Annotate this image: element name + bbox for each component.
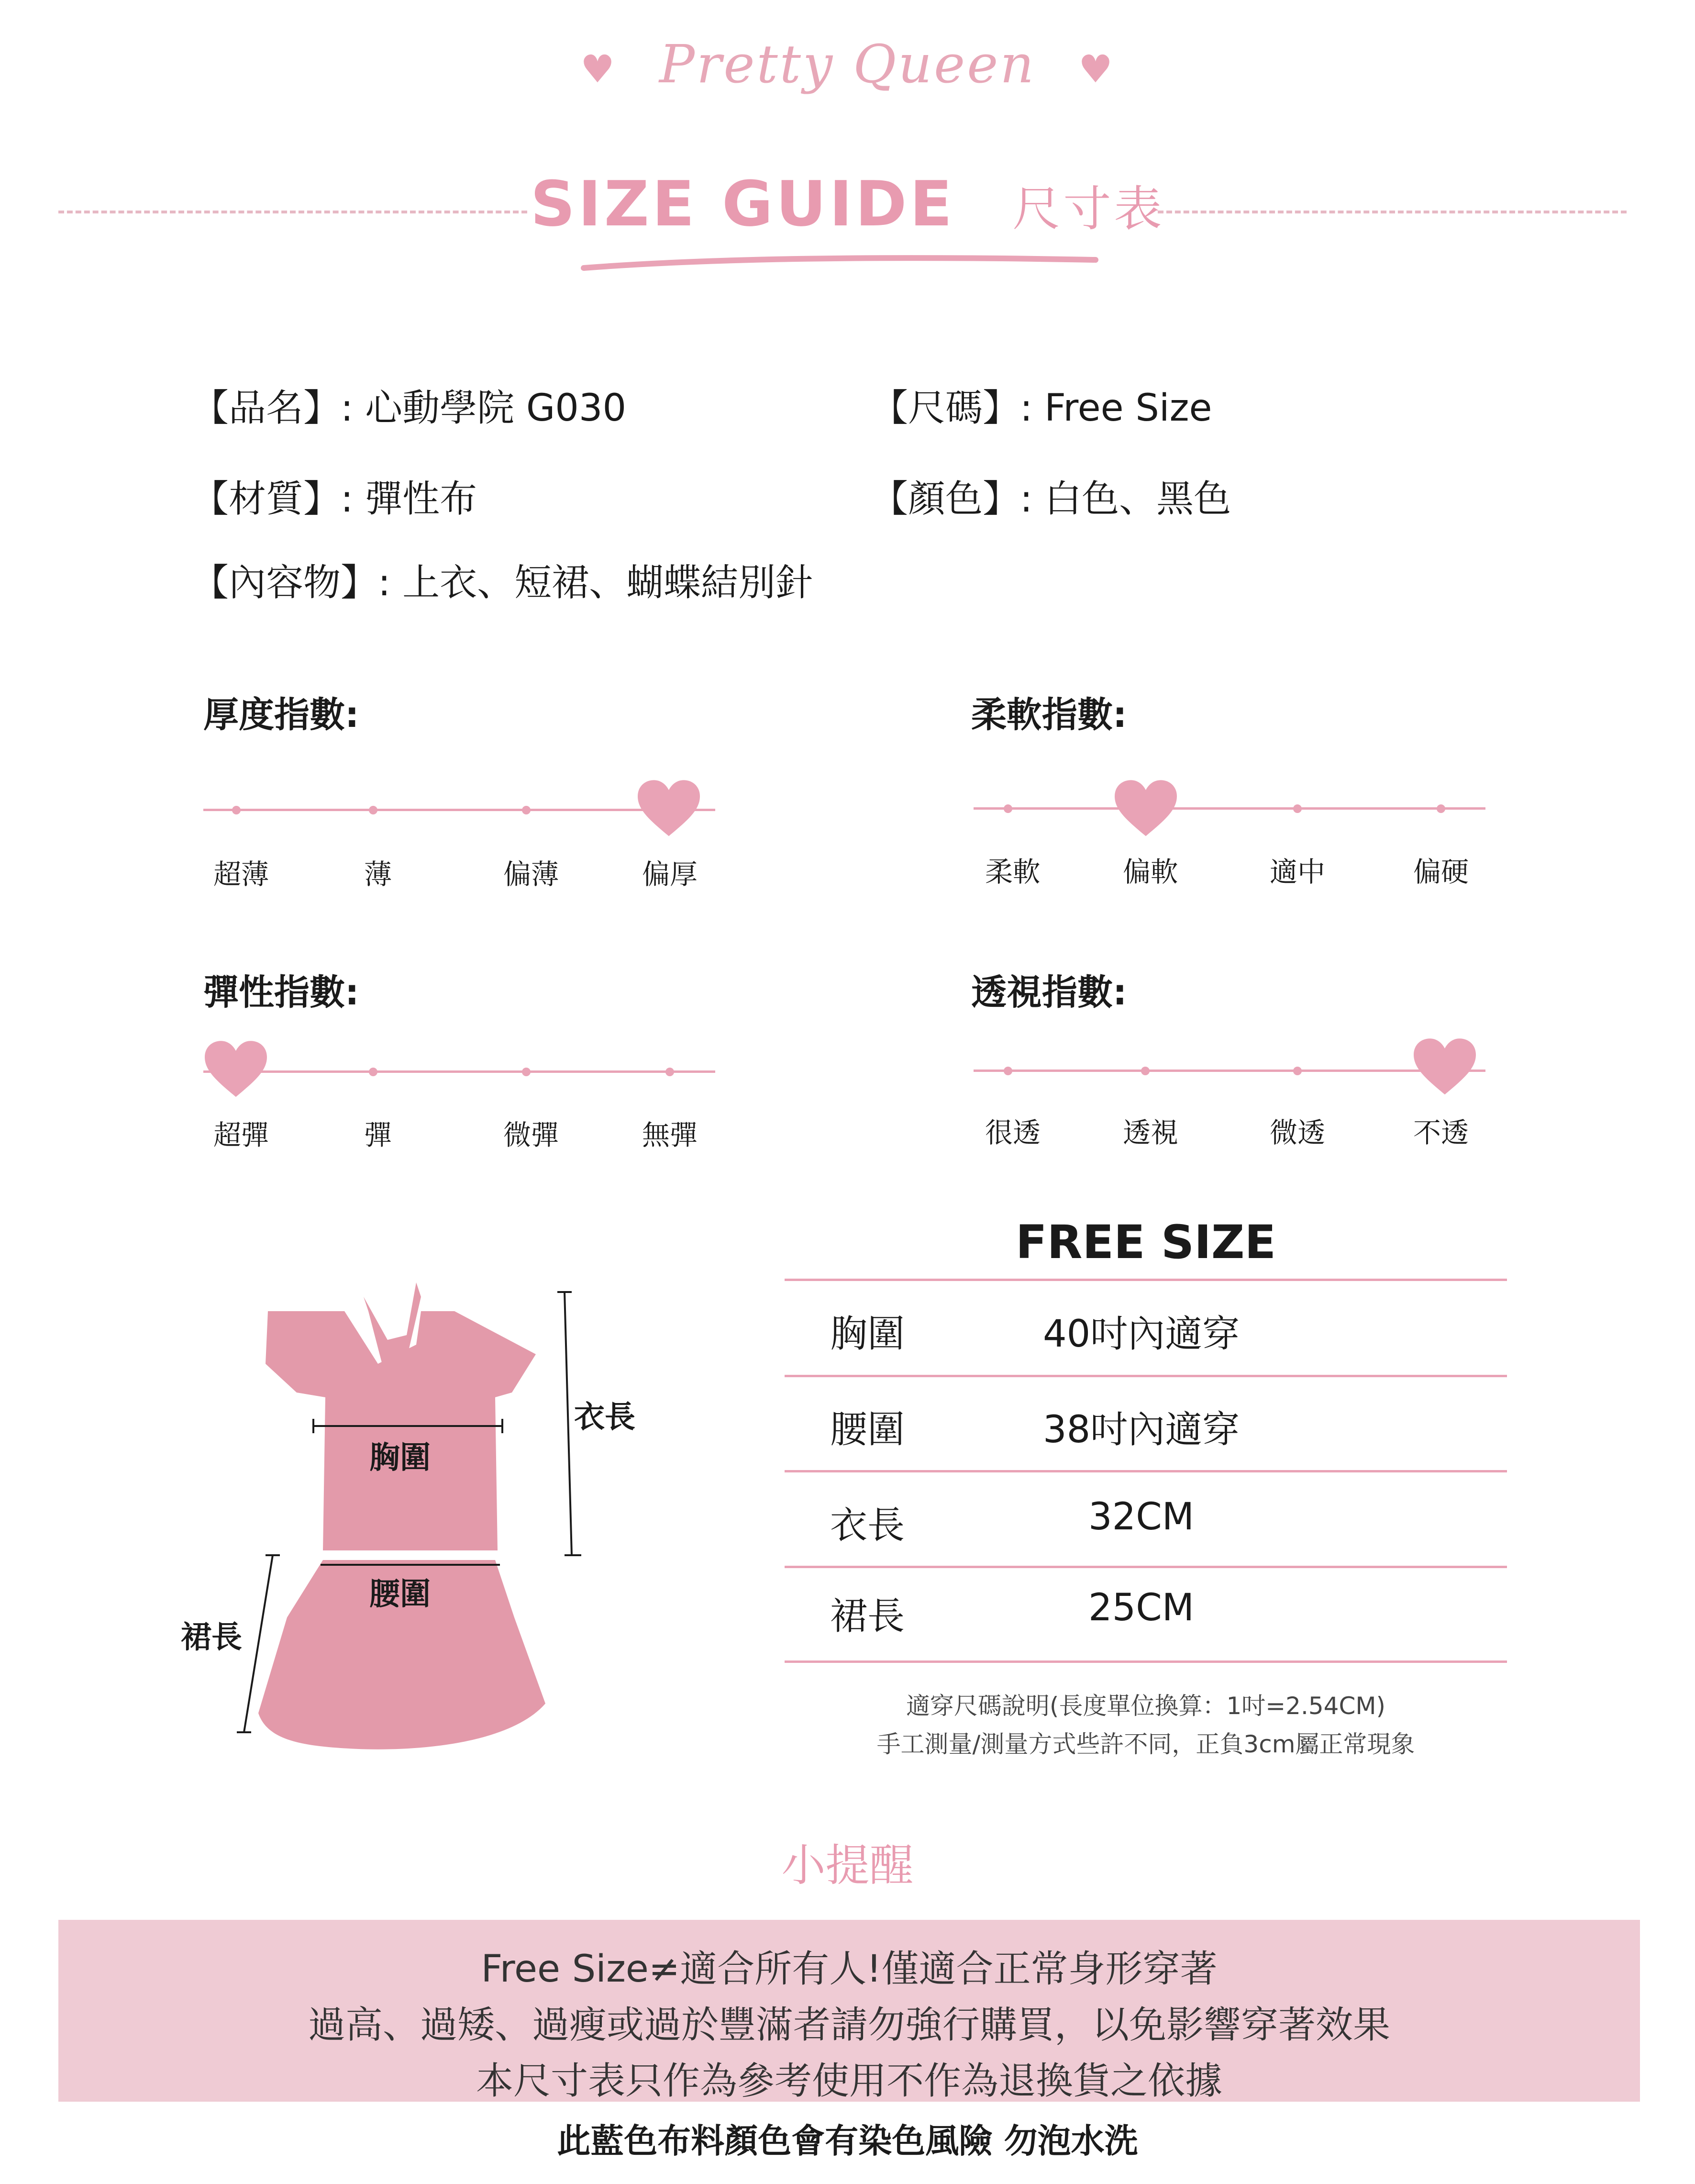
reminder-line: Free Size≠適合所有人!僅適合正常身形穿著	[481, 1948, 1218, 1991]
scale-label: 透視	[1122, 1116, 1178, 1149]
scale-label: 適中	[1269, 856, 1325, 888]
reminder-box	[58, 1920, 1640, 2102]
scale-track	[974, 807, 1485, 810]
scale-label: 微透	[1269, 1116, 1325, 1149]
scale-track	[974, 1070, 1485, 1072]
heart-marker-icon	[638, 780, 700, 837]
scale-track	[203, 1070, 715, 1073]
info-size: 【尺碼】: Free Size	[871, 387, 1212, 430]
brand-name: Pretty Queen	[659, 33, 1036, 95]
table-row-value: 40吋內適穿	[1043, 1313, 1240, 1356]
scale-label: 超薄	[213, 858, 269, 891]
scale-dot	[1293, 804, 1302, 813]
reminder-line: 本尺寸表只作為參考使用不作為退換貨之依據	[476, 2060, 1222, 2103]
diagram-top-length-label: 衣長	[574, 1400, 635, 1435]
table-row-value: 38吋內適穿	[1043, 1408, 1240, 1451]
size-note: 手工測量/測量方式些許不同，正負3cm屬正常現象	[876, 1730, 1415, 1758]
table-row-label: 胸圍	[830, 1313, 905, 1356]
scale-title: 透視指數:	[971, 972, 1127, 1013]
scale-dot	[369, 806, 377, 814]
title-zh: 尺寸表	[1012, 181, 1165, 237]
scale-dot	[1293, 1067, 1302, 1075]
scale-dot	[1437, 804, 1445, 813]
scale-label: 偏薄	[503, 858, 559, 891]
scale-dot	[1004, 1067, 1012, 1075]
scale-title: 厚度指數:	[203, 694, 359, 735]
heart-icon: ♥	[1078, 47, 1115, 91]
table-rule	[785, 1660, 1507, 1663]
heart-marker-icon	[1414, 1038, 1476, 1096]
scale-dot	[1004, 804, 1012, 813]
heart-marker-icon	[1115, 780, 1177, 837]
info-contents: 【內容物】: 上衣、短裙、蝴蝶結別針	[191, 561, 813, 604]
footer-warning: 此藍色布料顏色會有染色風險 勿泡水洗	[557, 2121, 1138, 2161]
title-underline-stroke	[579, 246, 1100, 275]
size-note: 適穿尺碼說明(長度單位換算：1吋=2.54CM)	[906, 1692, 1386, 1720]
info-material: 【材質】: 彈性布	[191, 478, 477, 521]
info-color: 【顏色】: 白色、黑色	[871, 478, 1231, 521]
scale-dot	[665, 1068, 674, 1076]
scale-title: 彈性指數:	[203, 972, 359, 1013]
transparency-scale	[971, 964, 1127, 1015]
scale-label: 彈	[364, 1119, 392, 1151]
softness-scale	[971, 687, 1127, 737]
garment-diagram	[177, 1282, 655, 1771]
table-rule	[785, 1375, 1507, 1377]
page-title	[0, 167, 1695, 240]
scale-label: 超彈	[213, 1119, 269, 1151]
brand-header	[0, 33, 1695, 95]
info-name: 【品名】: 心動學院 G030	[191, 387, 627, 430]
scale-dot	[522, 1068, 531, 1076]
scale-label: 微彈	[503, 1119, 559, 1151]
table-title: FREE SIZE	[1015, 1215, 1276, 1269]
scale-dot	[522, 806, 531, 814]
table-row-label: 裙長	[830, 1595, 905, 1638]
thickness-scale	[203, 687, 359, 737]
heart-icon: ♥	[580, 47, 617, 91]
elasticity-scale	[203, 964, 359, 1015]
scale-label: 不透	[1413, 1116, 1469, 1149]
scale-title: 柔軟指數:	[971, 694, 1127, 735]
scale-label: 很透	[985, 1116, 1041, 1149]
heart-marker-icon	[205, 1041, 267, 1098]
scale-label: 無彈	[642, 1119, 698, 1151]
scale-dot	[369, 1068, 377, 1076]
reminder-line: 過高、過矮、過瘦或過於豐滿者請勿強行購買，以免影響穿著效果	[308, 2004, 1390, 2047]
title-en: SIZE GUIDE	[530, 167, 955, 240]
scale-label: 柔軟	[985, 856, 1041, 888]
scale-label: 偏軟	[1122, 856, 1178, 888]
table-row-label: 腰圍	[830, 1408, 905, 1451]
scale-dot	[1141, 1067, 1150, 1075]
diagram-waist-label: 腰圍	[369, 1577, 431, 1612]
table-rule	[785, 1566, 1507, 1568]
table-rule	[785, 1470, 1507, 1472]
table-row-value: 25CM	[1088, 1586, 1195, 1629]
diagram-chest-label: 胸圍	[369, 1440, 431, 1476]
scale-label: 偏厚	[642, 858, 698, 891]
reminder-title: 小提醒	[781, 1840, 914, 1891]
table-row-label: 衣長	[830, 1504, 905, 1547]
table-rule	[785, 1279, 1507, 1281]
diagram-skirt-length-label: 裙長	[181, 1620, 242, 1655]
scale-dot	[232, 806, 241, 814]
scale-label: 偏硬	[1413, 856, 1469, 888]
table-row-value: 32CM	[1088, 1495, 1195, 1538]
scale-label: 薄	[364, 858, 392, 891]
